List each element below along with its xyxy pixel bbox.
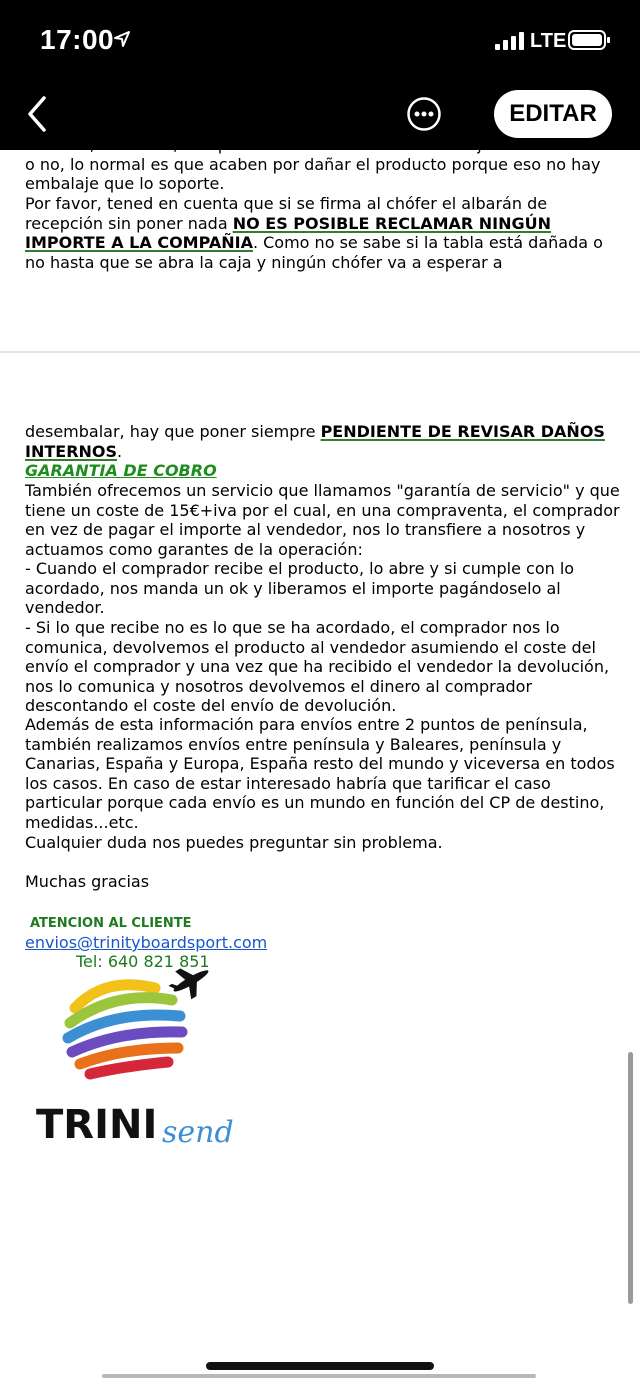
- vertical-scrollbar[interactable]: [628, 1052, 633, 1304]
- network-type: LTE: [530, 30, 567, 52]
- emphasis-text: NO ES POSIBLE RECLAMAR NINGÚN IMPORTE A LA COMPAÑIA: [25, 213, 552, 253]
- page-bottom-rule: [102, 1374, 536, 1378]
- signature-department: ATENCION AL CLIENTE: [30, 916, 192, 931]
- email-paragraph: - Si lo que recibe no es lo que se ha acordado, el comprador nos lo comunica, devolvemos el producto al vendedor asumiendo el coste del envío el comprador y una vez que ha recibido el vendedor la devolución, nos lo comunica y nosotros devolvemos el dinero al comprador descontando el coste del envío de devolución.: [25, 618, 610, 716]
- emphasis-text: PENDIENTE DE REVISAR DAÑOS INTERNOS: [25, 422, 605, 461]
- email-paragraph: [25, 422, 625, 461]
- wordmark-script: send: [162, 1115, 234, 1150]
- section-heading: GARANTIA DE COBRO: [25, 461, 217, 480]
- email-paragraph: También ofrecemos un servicio que llamamos "garantía de servicio" y que tiene un coste de 15€+iva por el cual, en una compraventa, el comprador en vez de pagar el importe al vendedor, nos lo transfiere a nosotros y actuamos como garantes de la operación:: [25, 481, 620, 559]
- signature-phone: Tel: 640 821 851: [76, 952, 210, 971]
- signature-email-link[interactable]: envios@trinityboardsport.com: [25, 933, 268, 952]
- email-paragraph: - Cuando el comprador recibe el producto, lo abre y si cumple con lo acordado, nos manda un ok y liberamos el importe pagándoselo al vendedor.: [25, 559, 575, 618]
- text-segment: Por favor, tened en cuenta que si se firma al chófer el albarán de recepción sin poner nada: [25, 194, 548, 233]
- battery-icon: [568, 30, 610, 50]
- status-bar: [0, 0, 640, 80]
- location-arrow-icon: [113, 30, 131, 48]
- closing-text: Muchas gracias: [25, 872, 150, 891]
- text-segment: . Como no se sabe si la tabla está dañada o no hasta que se abra la caja y ningún chófer va a esperar a: [25, 233, 603, 272]
- signal-bars-icon: [495, 32, 525, 50]
- page-separator: [0, 351, 640, 353]
- text-segment: .: [117, 441, 123, 461]
- home-indicator[interactable]: [206, 1362, 434, 1370]
- text-segment: desembalar, hay que poner siempre: [25, 422, 321, 441]
- email-paragraph: Penwick, entonces, independientemente de si el embalaje es el adecuado o no, lo normal es que acaben por dañar el producto porque eso no hay embalaje que lo soporte.: [25, 135, 618, 194]
- email-paragraph: Cualquier duda nos puedes preguntar sin problema.: [25, 833, 443, 852]
- email-paragraph: [25, 194, 625, 272]
- email-paragraph: Además de esta información para envíos entre 2 puntos de península, también realizamos envíos entre península y Baleares, península y Canarias, España y Europa, España resto del mundo y viceversa en todos los casos. En caso de estar interesado habría que tarificar el caso particular porque cada envío es un mundo en función del CP de destino, medidas...etc.: [25, 715, 615, 832]
- trinisend-wordmark: [30, 1098, 240, 1150]
- wordmark-main: TRINI: [36, 1102, 158, 1148]
- status-time: 17:00: [40, 24, 115, 55]
- edit-button[interactable]: EDITAR: [494, 90, 612, 138]
- trinisend-globe-logo: [60, 968, 210, 1090]
- back-chevron-icon[interactable]: [22, 94, 54, 134]
- more-options-icon[interactable]: [406, 96, 442, 132]
